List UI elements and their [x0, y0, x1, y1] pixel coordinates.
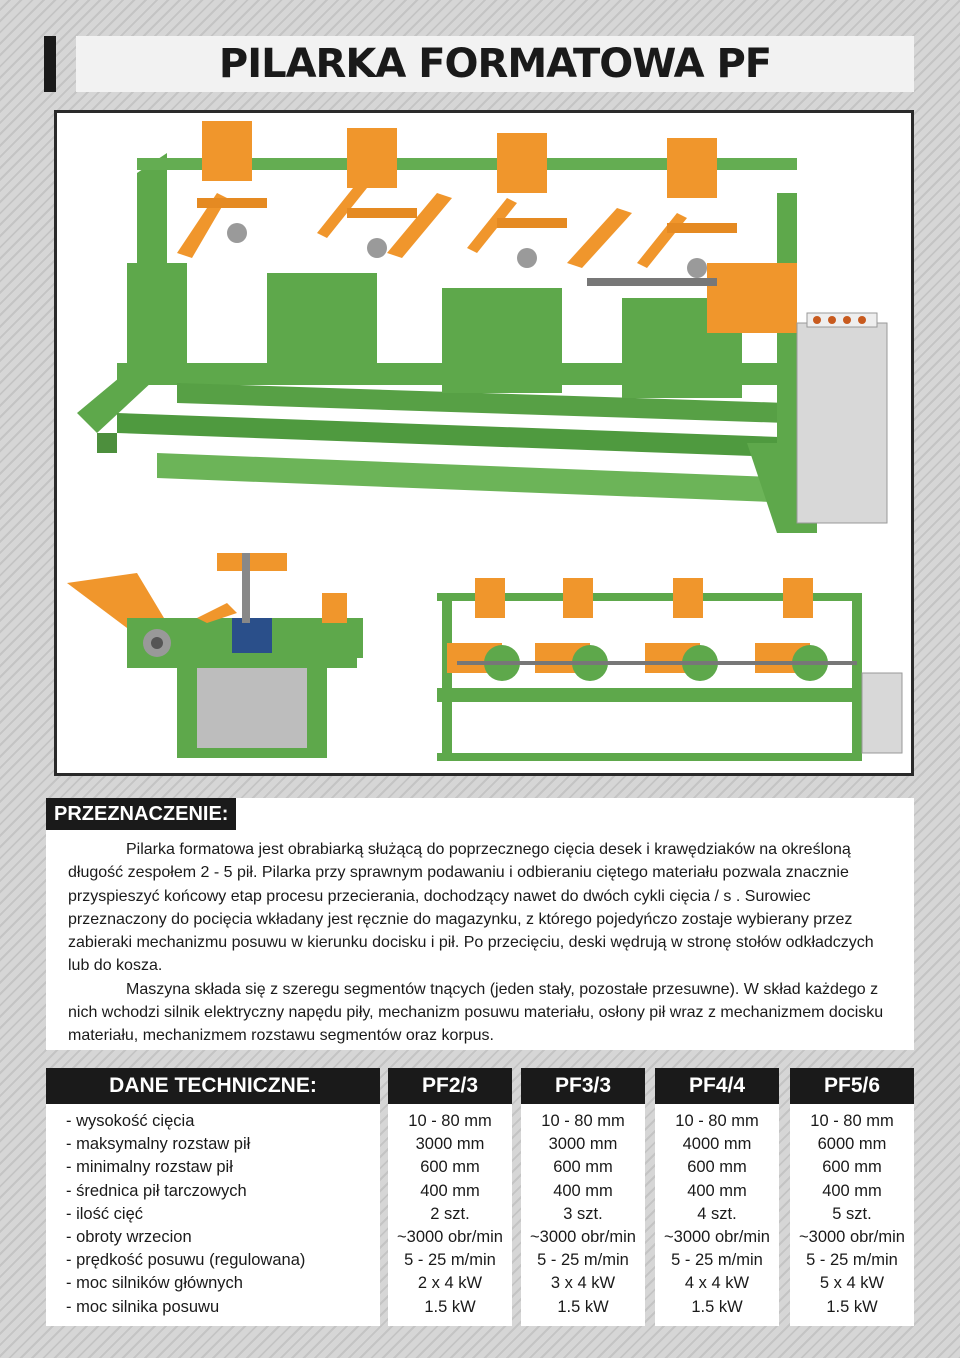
model-value: 5 x 4 kW	[819, 1274, 885, 1293]
model-values-list	[790, 1104, 914, 1319]
model-value: 3000 mm	[548, 1135, 618, 1154]
model-header-pf3-3: PF3/3	[521, 1068, 645, 1104]
model-value: 1.5 kW	[557, 1297, 609, 1316]
model-value: ~3000 obr/min	[397, 1228, 503, 1247]
tech-heading: DANE TECHNICZNE:	[46, 1068, 380, 1104]
model-value: 5 - 25 m/min	[404, 1251, 496, 1270]
model-header-pf4-4: PF4/4	[655, 1068, 779, 1104]
product-illustration	[57, 113, 911, 773]
model-value: 4 x 4 kW	[684, 1274, 750, 1293]
spec-labels-panel	[46, 1104, 380, 1326]
model-header-pf2-3: PF2/3	[388, 1068, 512, 1104]
model-value: 600 mm	[420, 1158, 480, 1177]
model-value: ~3000 obr/min	[664, 1228, 770, 1247]
purpose-paragraph-1: Pilarka formatowa jest obrabiarką służącą do poprzecznego cięcia desek i krawędziaków na określoną długość zespołem 2 - 5 pił. Pilarka przy sprawnym podawaniu i odbieraniu ciętego materiału pozwala znacznie przyspieszyć końcowy etap procesu przecierania, dochodzący nawet do dwóch cykli cięcia / s . Surowiec przeznaczony do pocięcia wkładany jest ręcznie do magazynku, z którego pojedyńczo zostaje wybierany przez zabieraki mechanizmu posuwu w kierunku docisku i pił. Po przecięciu, deski wędrują w stronę stołów odkładczych lub do kosza.	[68, 841, 874, 975]
spec-cut-height: - wysokość cięcia	[66, 1112, 195, 1130]
model-value: 10 - 80 mm	[408, 1112, 492, 1130]
machine-side-view-icon	[67, 553, 363, 758]
model-value: 1.5 kW	[691, 1297, 743, 1316]
model-header-pf5-6: PF5/6	[790, 1068, 914, 1104]
model-value: 4 szt.	[697, 1204, 737, 1223]
machine-front-view-icon	[437, 578, 902, 761]
model-value: 1.5 kW	[424, 1297, 476, 1316]
model-value: ~3000 obr/min	[530, 1228, 636, 1247]
model-column-pf3-3	[521, 1104, 645, 1326]
model-value: 10 - 80 mm	[810, 1112, 894, 1130]
model-value: 400 mm	[687, 1181, 747, 1200]
page-title: PILARKA FORMATOWA PF	[218, 41, 772, 87]
model-value: 400 mm	[553, 1181, 613, 1200]
model-value: 1.5 kW	[826, 1297, 878, 1316]
spec-list	[46, 1104, 380, 1319]
model-value: 10 - 80 mm	[541, 1112, 625, 1130]
model-value: 10 - 80 mm	[675, 1112, 759, 1130]
model-value: 5 - 25 m/min	[806, 1251, 898, 1270]
model-value: 5 - 25 m/min	[537, 1251, 629, 1270]
model-value: 600 mm	[822, 1158, 882, 1177]
model-values-list	[521, 1104, 645, 1319]
spec-spindle-speed: - obroty wrzecion	[66, 1228, 192, 1247]
model-value: 600 mm	[687, 1158, 747, 1177]
purpose-description	[68, 838, 898, 1048]
model-value: 3 szt.	[563, 1204, 603, 1223]
model-value: ~3000 obr/min	[799, 1228, 905, 1247]
machine-3d-render-icon	[77, 121, 887, 533]
spec-feed-motor-power: - moc silnika posuwu	[66, 1297, 220, 1316]
model-column-pf2-3	[388, 1104, 512, 1326]
spec-saw-diameter: - średnica pił tarczowych	[66, 1181, 247, 1200]
model-column-pf5-6	[790, 1104, 914, 1326]
model-value: 3000 mm	[415, 1135, 485, 1154]
title-banner	[76, 36, 914, 92]
title-accent-bar	[44, 36, 56, 92]
model-values-list	[388, 1104, 512, 1319]
spec-min-saw-spacing: - minimalny rozstaw pił	[66, 1158, 233, 1177]
model-value: 4000 mm	[682, 1135, 752, 1154]
model-value: 6000 mm	[817, 1135, 887, 1154]
model-value: 600 mm	[553, 1158, 613, 1177]
product-image-frame	[54, 110, 914, 776]
spec-max-saw-spacing: - maksymalny rozstaw pił	[66, 1135, 251, 1154]
purpose-paragraph-2: Maszyna składa się z szeregu segmentów tnących (jeden stały, pozostałe przesuwne). W skład każdego z nich wchodzi silnik elektryczny napędu piły, mechanizm posuwu materiału, osłony pił wraz z mechanizmem docisku materiału, mechanizmem rozstawu segmentów oraz korpus.	[68, 980, 884, 1045]
spec-feed-speed: - prędkość posuwu (regulowana)	[66, 1251, 306, 1270]
model-value: 3 x 4 kW	[550, 1274, 616, 1293]
spec-cut-count: - ilość cięć	[66, 1204, 144, 1223]
purpose-section	[46, 798, 914, 1050]
spec-main-motor-power: - moc silników głównych	[66, 1274, 243, 1293]
model-value: 400 mm	[420, 1181, 480, 1200]
model-values-list	[655, 1104, 779, 1319]
purpose-heading: PRZEZNACZENIE:	[46, 798, 236, 830]
model-value: 400 mm	[822, 1181, 882, 1200]
model-column-pf4-4	[655, 1104, 779, 1326]
model-value: 5 szt.	[832, 1204, 872, 1223]
model-value: 2 szt.	[430, 1204, 470, 1223]
model-value: 5 - 25 m/min	[671, 1251, 763, 1270]
model-value: 2 x 4 kW	[417, 1274, 483, 1293]
